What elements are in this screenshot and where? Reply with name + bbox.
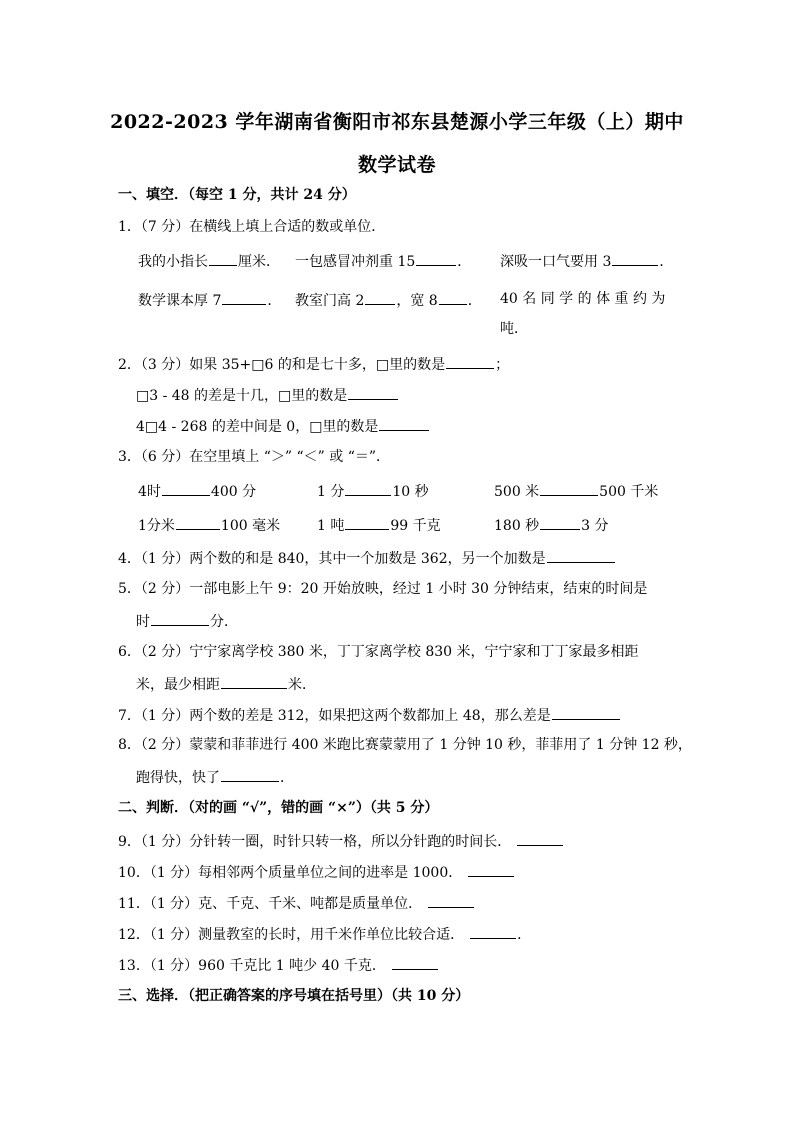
q3-item-hours (138, 483, 256, 499)
answer-blank[interactable] (392, 957, 438, 970)
question-8b-end: ． (280, 770, 294, 786)
section-3-heading: 三、选择．（把正确答案的序号填在括号里）（共 10 分） (118, 988, 470, 1004)
question-4 (118, 550, 616, 566)
question-13-text: 13．（1 分）960 千克比 1 吨少 40 千克． (118, 958, 386, 974)
question-6b-text: 米，最少相距 (136, 677, 220, 693)
q3-item-seconds (494, 517, 609, 533)
answer-blank[interactable] (162, 483, 210, 496)
question-9-text: 9．（1 分）分针转一圈，时针只转一格，所以分针跑的时间长． (118, 834, 512, 850)
question-9 (118, 833, 564, 849)
answer-blank[interactable] (439, 292, 467, 305)
answer-blank[interactable] (428, 895, 474, 908)
question-2-end: ； (495, 357, 510, 373)
q3-item-seconds-right: 3 分 (581, 518, 609, 534)
question-6b-end: 米． (288, 677, 316, 693)
answer-blank[interactable] (365, 292, 395, 305)
question-8b (136, 769, 294, 785)
answer-blank[interactable] (209, 253, 237, 266)
question-12 (118, 926, 531, 942)
q3-item-minute-left: 1 分 (317, 484, 345, 500)
question-1: 1．（7 分）在横线上填上合适的数或单位． (118, 219, 386, 235)
q1-item-door (295, 292, 482, 308)
answer-blank[interactable] (176, 517, 220, 530)
answer-blank[interactable] (345, 517, 389, 530)
question-5b-hour: 时 (136, 614, 150, 630)
q3-item-meters (494, 483, 658, 499)
answer-blank[interactable] (540, 483, 598, 496)
answer-blank[interactable] (416, 253, 456, 266)
answer-blank[interactable] (348, 387, 398, 400)
section-1-heading: 一、填空．（每空 1 分，共计 24 分） (118, 187, 356, 203)
question-12-end: ． (517, 927, 532, 943)
q1-item-weight-unit: 吨． (500, 321, 528, 337)
section-2-heading: 二、判断．（对的画 “√”，错的画 “×”）（共 5 分） (118, 800, 439, 816)
q3-item-seconds-left: 180 秒 (494, 518, 540, 534)
answer-blank[interactable] (540, 517, 580, 530)
q3-item-ton-right: 99 千克 (390, 518, 441, 534)
answer-blank[interactable] (552, 707, 620, 720)
question-2-text: 2．（3 分）如果 35+□6 的和是七十多，□里的数是 (118, 357, 446, 373)
q1-item-breath (500, 253, 673, 269)
answer-blank[interactable] (221, 769, 279, 782)
question-6: 6．（2 分）宁宁家离学校 380 米，丁丁家离学校 830 米，宁宁家和丁丁家最多相距 (118, 644, 639, 660)
title-line-2: 数学试卷 (357, 154, 436, 176)
q1-item-door-width: ，宽 8 (396, 293, 438, 309)
q1-item-breath-text: 深吸一口气要用 3 (500, 254, 612, 270)
q1-item-medicine-end: ． (457, 254, 472, 270)
q1-item-finger-text: 我的小指长 (138, 254, 208, 270)
q3-item-meters-right: 500 千米 (599, 484, 659, 500)
question-4-text: 4．（1 分）两个数的和是 840，其中一个加数是 362，另一个加数是 (118, 551, 546, 567)
question-10 (118, 864, 515, 880)
answer-blank[interactable] (222, 292, 266, 305)
answer-blank[interactable] (151, 613, 209, 626)
answer-blank[interactable] (379, 418, 429, 431)
q1-item-book-end: ． (267, 293, 282, 309)
q1-item-finger (138, 253, 280, 269)
question-2c-text: 4□4 - 268 的差中间是 0，□里的数是 (136, 419, 379, 435)
question-8b-text: 跑得快，快了 (136, 770, 220, 786)
answer-blank[interactable] (470, 926, 516, 939)
question-10-text: 10．（1 分）每相邻两个质量单位之间的进率是 1000． (118, 865, 463, 881)
q1-item-finger-unit: 厘米． (238, 254, 280, 270)
q1-item-book (138, 292, 281, 308)
q3-item-minute (317, 483, 429, 499)
question-2c (136, 418, 430, 434)
q3-item-decimeter-right: 100 毫米 (220, 518, 281, 534)
q1-item-book-text: 数学课本厚 7 (138, 293, 222, 309)
answer-blank[interactable] (345, 483, 391, 496)
question-5b (136, 613, 238, 629)
question-2 (118, 356, 509, 372)
answer-blank[interactable] (612, 253, 658, 266)
q3-item-decimeter (138, 517, 280, 533)
question-3: 3．（6 分）在空里填上 “＞” “＜” 或 “＝”． (118, 449, 391, 465)
question-13 (118, 957, 439, 973)
q1-item-medicine-text: 一包感冒冲剂重 15 (295, 254, 416, 270)
title-line-1: 2022-2023 学年湖南省衡阳市祁东县楚源小学三年级（上）期中 (110, 111, 684, 133)
question-6b (136, 676, 316, 692)
q1-item-door-text: 教室门高 2 (295, 293, 365, 309)
q1-item-weight: 40 名 同 学 的 体 重 约 为 (500, 291, 666, 307)
answer-blank[interactable] (468, 864, 514, 877)
q3-item-minute-right: 10 秒 (392, 484, 429, 500)
q3-item-hours-right: 400 分 (210, 484, 257, 500)
answer-blank[interactable] (547, 550, 615, 563)
question-7-text: 7．（1 分）两个数的差是 312，如果把这两个数都加上 48，那么差是 (118, 708, 551, 724)
q3-item-ton (317, 517, 441, 533)
question-5: 5．（2 分）一部电影上午 9：20 开始放映，经过 1 小时 30 分钟结束，结束的时间是 (118, 581, 648, 597)
question-12-text: 12．（1 分）测量教室的长时，用千米作单位比较合适． (118, 927, 465, 943)
q3-item-hours-left: 4时 (138, 484, 161, 500)
q1-item-breath-end: ． (659, 254, 674, 270)
question-5b-minute: 分． (210, 614, 238, 630)
question-2b-text: □3 - 48 的差是十几，□里的数是 (136, 388, 348, 404)
q3-item-ton-left: 1 吨 (317, 518, 345, 534)
question-7 (118, 707, 621, 723)
answer-blank[interactable] (517, 833, 563, 846)
q3-item-decimeter-left: 1分米 (138, 518, 175, 534)
q1-item-medicine (295, 253, 471, 269)
question-8: 8．（2 分）蒙蒙和菲菲进行 400 米跑比赛蒙蒙用了 1 分钟 10 秒，菲菲用了 1 分钟 12 秒， (118, 737, 692, 753)
question-2b (136, 387, 399, 403)
answer-blank[interactable] (221, 676, 287, 689)
question-11-text: 11．（1 分）克、千克、千米、吨都是质量单位． (118, 896, 423, 912)
q1-item-door-end: ． (467, 293, 482, 309)
answer-blank[interactable] (446, 356, 494, 369)
q3-item-meters-left: 500 米 (494, 484, 540, 500)
question-11 (118, 895, 475, 911)
